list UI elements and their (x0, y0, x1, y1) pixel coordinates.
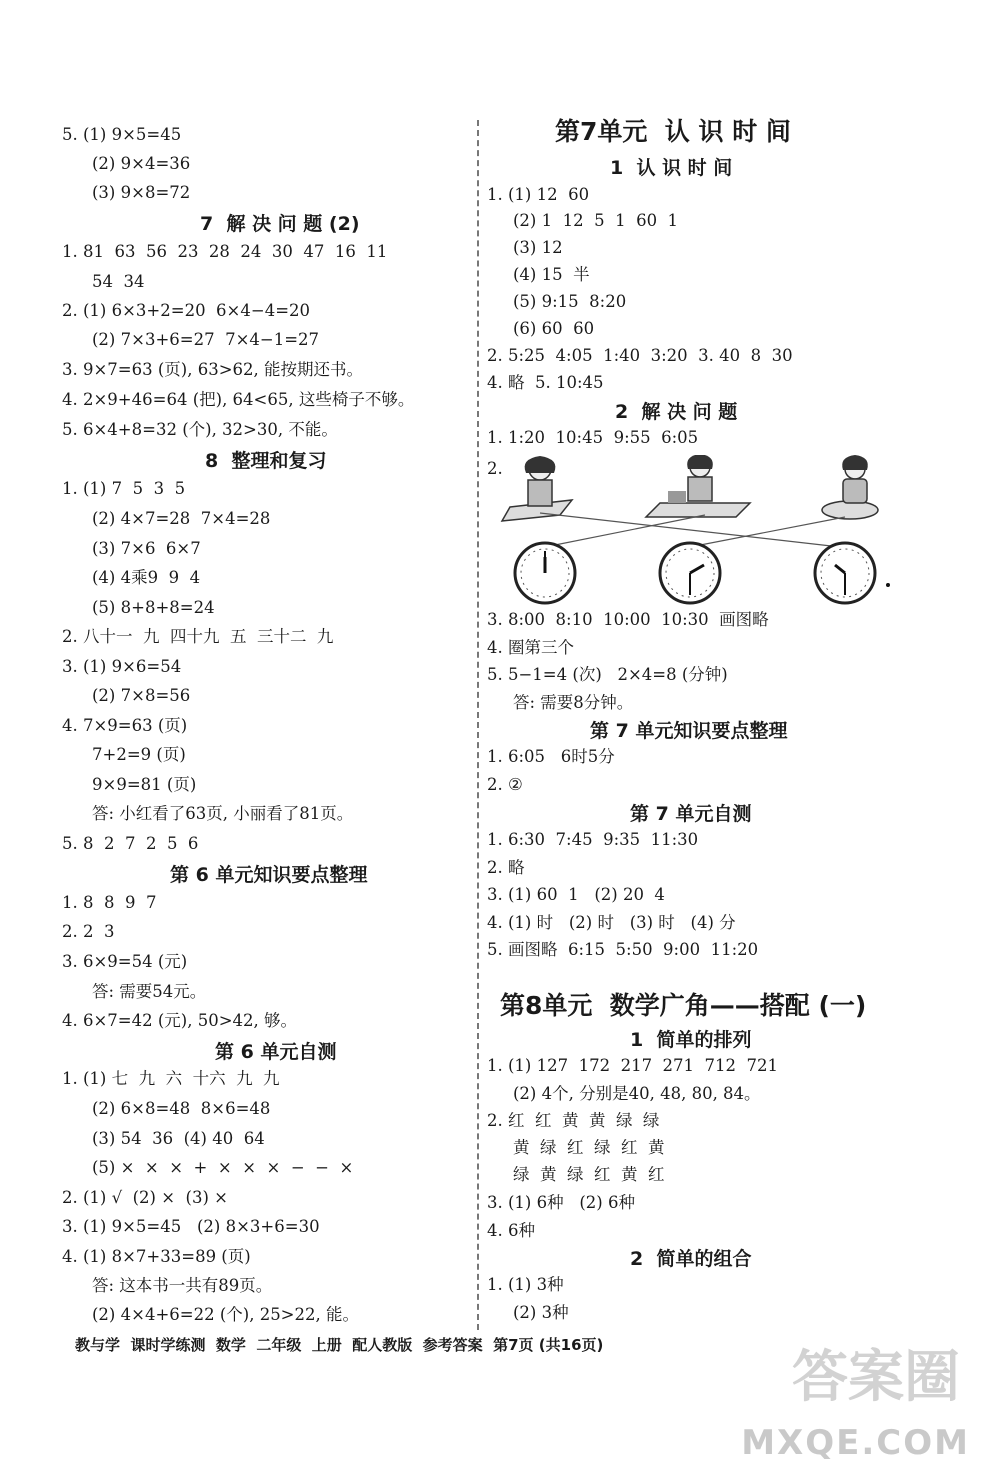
answer-line: (3) 9×8=72 (92, 183, 191, 202)
answer-line: 5. 画图略 6:15 5:50 9:00 11:20 (487, 940, 759, 959)
answer-line: 3. 6×9=54 (元) (62, 952, 188, 971)
page-footer: 教与学 课时学练测 数学 二年级 上册 配人教版 参考答案 第7页 (共16页) (75, 1336, 604, 1354)
answer-line: 1. 81 63 56 23 28 24 30 47 16 11 (62, 242, 388, 261)
answer-line: (2) 1 12 5 1 60 1 (513, 211, 679, 230)
girl-sleeping-icon (822, 455, 878, 519)
answer-line: 4. (1) 时 (2) 时 (3) 时 (4) 分 (487, 913, 736, 932)
answer-line: (3) 54 36 (4) 40 64 (92, 1129, 265, 1148)
answer-line: 4. 圈第三个 (487, 638, 574, 657)
answer-line: 4. 6×7=42 (元), 50>42, 够。 (62, 1011, 298, 1030)
answer-line: (3) 12 (513, 238, 563, 257)
watermark-logo: 答案圈 (792, 1345, 960, 1410)
answer-line: 1. 6:30 7:45 9:35 11:30 (487, 830, 699, 849)
section-heading: 2 解 决 问 题 (615, 401, 738, 423)
clock-matching-figure (500, 455, 920, 605)
answer-line: 5. 6×4+8=32 (个), 32>30, 不能。 (62, 420, 338, 439)
answer-line: 黄 绿 红 绿 红 黄 (513, 1138, 665, 1157)
answer-line: (2) 3种 (513, 1303, 569, 1322)
answer-line: 54 34 (92, 272, 145, 291)
answer-line: (2) 4个, 分别是40, 48, 80, 84。 (513, 1084, 761, 1103)
answer-line: 5. 5−1=4 (次) 2×4=8 (分钟) (487, 665, 728, 684)
answer-line: (3) 7×6 6×7 (92, 539, 201, 558)
girl-reading-icon (502, 456, 572, 521)
answer-line: 1. 6:05 6时5分 (487, 747, 615, 766)
answer-line: (4) 15 半 (513, 265, 590, 284)
answer-line: 3. 9×7=63 (页), 63>62, 能按期还书。 (62, 360, 364, 379)
section-heading: 第 6 单元知识要点整理 (170, 864, 368, 886)
answer-line: 2. 5:25 4:05 1:40 3:20 3. 40 8 30 (487, 346, 793, 365)
answer-line: 3. (1) 60 1 (2) 20 4 (487, 885, 665, 904)
answer-line: 4. 略 5. 10:45 (487, 373, 604, 392)
answer-line: 3. (1) 9×6=54 (62, 657, 182, 676)
answer-line: 2. ② (487, 775, 523, 794)
answer-line: (6) 60 60 (513, 319, 595, 338)
answer-line: (4) 4乘9 9 4 (92, 568, 201, 587)
answer-line: (2) 4×4+6=22 (个), 25>22, 能。 (92, 1305, 359, 1324)
answer-line: 1. 1:20 10:45 9:55 6:05 (487, 428, 699, 447)
answer-line: 9×9=81 (页) (92, 775, 197, 794)
section-heading: 8 整理和复习 (205, 450, 327, 472)
answer-line: 1. (1) 七 九 六 十六 九 九 (62, 1069, 280, 1088)
answer-line: 3. 8:00 8:10 10:00 10:30 画图略 (487, 610, 769, 629)
section-heading: 第 7 单元自测 (630, 803, 752, 825)
clock-1-icon (515, 543, 575, 603)
answer-line: 4. 2×9+46=64 (把), 64<65, 这些椅子不够。 (62, 390, 415, 409)
answer-line: 2. 略 (487, 858, 525, 877)
answer-line: 1. (1) 12 60 (487, 185, 590, 204)
answer-line: 2. (1) √ (2) × (3) × (62, 1188, 228, 1207)
section-heading: 第 6 单元自测 (215, 1041, 337, 1063)
answer-line: 4. 7×9=63 (页) (62, 716, 188, 735)
section-heading: 1 认 识 时 间 (610, 157, 733, 179)
answer-line: 1. (1) 7 5 3 5 (62, 479, 186, 498)
answer-line: 2. 2 3 (62, 922, 115, 941)
answer-line: (5) 9:15 8:20 (513, 292, 627, 311)
clock-3-icon (815, 543, 890, 603)
section-heading: 2 简单的组合 (630, 1248, 752, 1270)
answer-line: (2) 6×8=48 8×6=48 (92, 1099, 271, 1118)
answer-line: 4. (1) 8×7+33=89 (页) (62, 1247, 251, 1266)
unit-title: 第8单元 数学广角——搭配 (一) (500, 991, 867, 1020)
answer-line: (5) 8+8+8=24 (92, 598, 215, 617)
clock-2-icon (660, 543, 720, 603)
answer-line: 答: 需要54元。 (92, 982, 207, 1001)
answer-line: 2. (1) 6×3+2=20 6×4−4=20 (62, 301, 311, 320)
section-heading: 1 简单的排列 (630, 1029, 752, 1051)
answer-line: (5) × × × + × × × − − × (92, 1158, 354, 1177)
unit-title: 第7单元 认 识 时 间 (555, 117, 791, 146)
answer-line: 5. 8 2 7 2 5 6 (62, 834, 199, 853)
divider (477, 120, 479, 1330)
answer-line: 1. 8 8 9 7 (62, 893, 157, 912)
answer-line: (2) 7×3+6=27 7×4−1=27 (92, 330, 320, 349)
section-heading: 7 解 决 问 题 (2) (200, 213, 360, 235)
answer-line: (2) 9×4=36 (92, 154, 191, 173)
answer-line: 2. 八十一 九 四十九 五 三十二 九 (62, 627, 334, 646)
section-heading: 第 7 单元知识要点整理 (590, 720, 788, 742)
answer-line: 5. (1) 9×5=45 (62, 125, 182, 144)
answer-line: 1. (1) 3种 (487, 1275, 564, 1294)
answer-line: 3. (1) 6种 (2) 6种 (487, 1193, 635, 1212)
girl-at-desk-icon (646, 455, 750, 517)
answer-line: (2) 7×8=56 (92, 686, 191, 705)
answer-line: 7+2=9 (页) (92, 745, 186, 764)
answer-line: 1. (1) 127 172 217 271 712 721 (487, 1056, 779, 1075)
answer-line: 3. (1) 9×5=45 (2) 8×3+6=30 (62, 1217, 320, 1236)
answer-line: 答: 需要8分钟。 (513, 693, 634, 712)
answer-line: 答: 这本书一共有89页。 (92, 1276, 273, 1295)
answer-line: 2. (487, 459, 503, 478)
answer-line: 答: 小红看了63页, 小丽看了81页。 (92, 804, 354, 823)
answer-line: 绿 黄 绿 红 黄 红 (513, 1165, 665, 1184)
answer-line: 2. 红 红 黄 黄 绿 绿 (487, 1111, 660, 1130)
watermark-text: MXQE.COM (741, 1423, 970, 1463)
answer-line: (2) 4×7=28 7×4=28 (92, 509, 271, 528)
answer-line: 4. 6种 (487, 1221, 535, 1240)
